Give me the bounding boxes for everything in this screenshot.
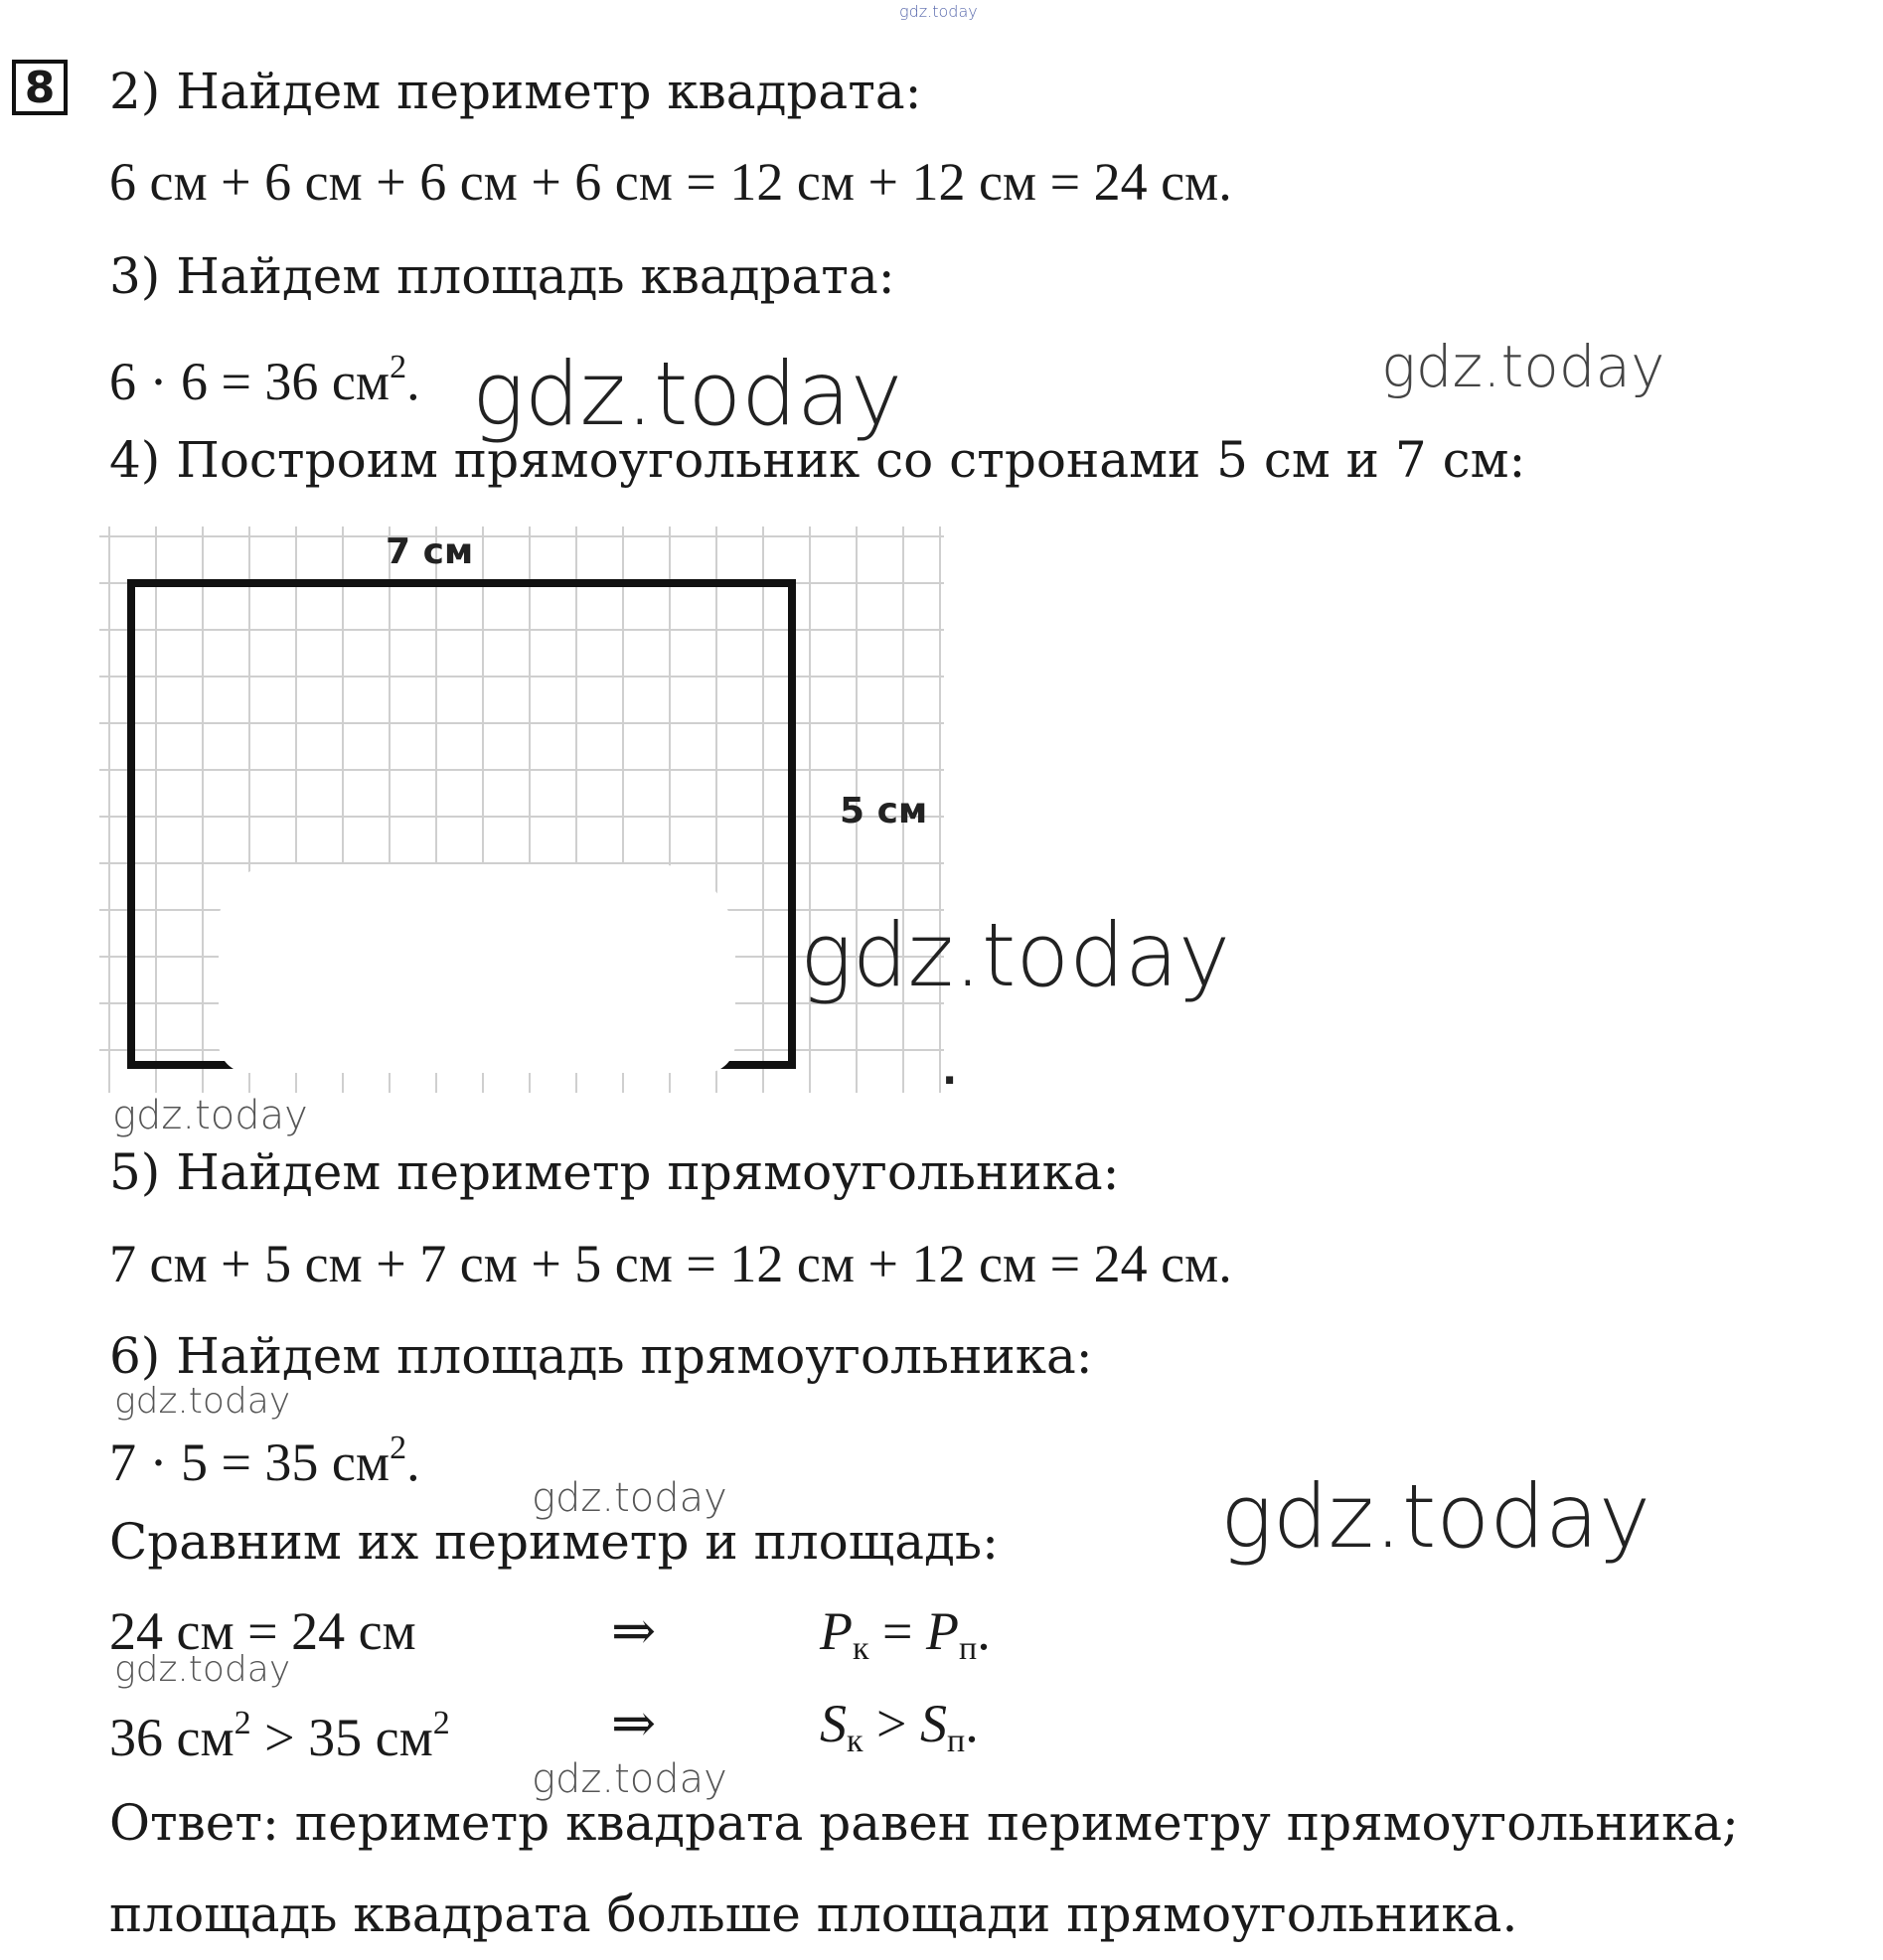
sub-k-2: к bbox=[847, 1723, 863, 1759]
watermark-top: gdz.today bbox=[899, 2, 978, 21]
watermark-under-figure: gdz.today bbox=[112, 1093, 308, 1138]
implies-arrow-2: ⇒ bbox=[611, 1694, 657, 1753]
compare-title: Сравним их периметр и площадь: bbox=[109, 1513, 999, 1571]
var-s-square: S bbox=[820, 1694, 847, 1753]
var-p-rect: P bbox=[926, 1601, 959, 1661]
perimeter-conclusion bbox=[820, 1601, 991, 1679]
watermark-big-right: gdz.today bbox=[1220, 1465, 1651, 1568]
step-6-end: . bbox=[406, 1432, 420, 1492]
step-6-exponent: 2 bbox=[390, 1430, 407, 1466]
watermark-big-1: gdz.today bbox=[472, 343, 903, 445]
op-equals: = bbox=[868, 1601, 926, 1661]
perimeter-equality: 24 см = 24 см bbox=[109, 1601, 416, 1661]
step-3-end: . bbox=[406, 352, 420, 411]
watermark-near-answer: gdz.today bbox=[532, 1756, 727, 1802]
step-6-calc-base: 7 · 5 = 35 см bbox=[109, 1432, 391, 1492]
stray-dot: . bbox=[942, 1048, 958, 1094]
area-right-exp: 2 bbox=[432, 1705, 450, 1741]
area-conclusion bbox=[820, 1694, 979, 1771]
step-2-calculation: 6 см + 6 см + 6 см + 6 см = 12 см + 12 см = 24 см. bbox=[109, 152, 1232, 212]
var-s-rect: S bbox=[920, 1694, 947, 1753]
watermark-near-step-6: gdz.today bbox=[114, 1381, 291, 1422]
area-inequality bbox=[109, 1705, 450, 1767]
watermark-near-compare: gdz.today bbox=[532, 1475, 727, 1521]
comparison-row-area bbox=[109, 1694, 979, 1767]
step-6-calculation bbox=[109, 1419, 420, 1492]
erased-area bbox=[219, 864, 735, 1073]
watermark-right-1: gdz.today bbox=[1381, 333, 1665, 400]
label-top-7cm: 7 см bbox=[386, 531, 474, 572]
step-4-title: 4) Построим прямоугольник со стронами 5 см и 7 см: bbox=[109, 431, 1526, 489]
step-5-calculation: 7 см + 5 см + 7 см + 5 см = 12 см + 12 см = 24 см. bbox=[109, 1234, 1232, 1293]
step-3-calculation bbox=[109, 338, 420, 411]
task-number-box: 8 bbox=[12, 60, 68, 115]
area-left: 36 см bbox=[109, 1708, 235, 1767]
step-3-exponent: 2 bbox=[390, 349, 407, 385]
answer-line-2: площадь квадрата больше площади прямоугольника. bbox=[109, 1885, 1518, 1943]
end-dot: . bbox=[977, 1601, 991, 1661]
label-side-5cm: 5 см bbox=[840, 791, 928, 831]
watermark-figure: gdz.today bbox=[800, 904, 1231, 1006]
sub-k: к bbox=[853, 1630, 869, 1667]
step-2-title: 2) Найдем периметр квадрата: bbox=[109, 63, 922, 120]
answer-line-1: Ответ: периметр квадрата равен периметру прямоугольника; bbox=[109, 1794, 1739, 1852]
step-5-title: 5) Найдем периметр прямоугольника: bbox=[109, 1143, 1120, 1201]
step-6-title: 6) Найдем площадь прямоугольника: bbox=[109, 1327, 1093, 1385]
sub-p-2: п bbox=[947, 1723, 966, 1759]
step-3-calc-base: 6 · 6 = 36 см bbox=[109, 352, 391, 411]
implies-arrow: ⇒ bbox=[611, 1601, 657, 1661]
step-3-title: 3) Найдем площадь квадрата: bbox=[109, 247, 895, 305]
sub-p: п bbox=[959, 1630, 978, 1667]
var-p-square: P bbox=[820, 1601, 853, 1661]
area-left-exp: 2 bbox=[234, 1705, 251, 1741]
end-dot-2: . bbox=[965, 1694, 979, 1753]
watermark-near-row-2: gdz.today bbox=[114, 1649, 291, 1690]
op-greater: > bbox=[863, 1694, 920, 1753]
area-op: > 35 см bbox=[250, 1708, 433, 1767]
